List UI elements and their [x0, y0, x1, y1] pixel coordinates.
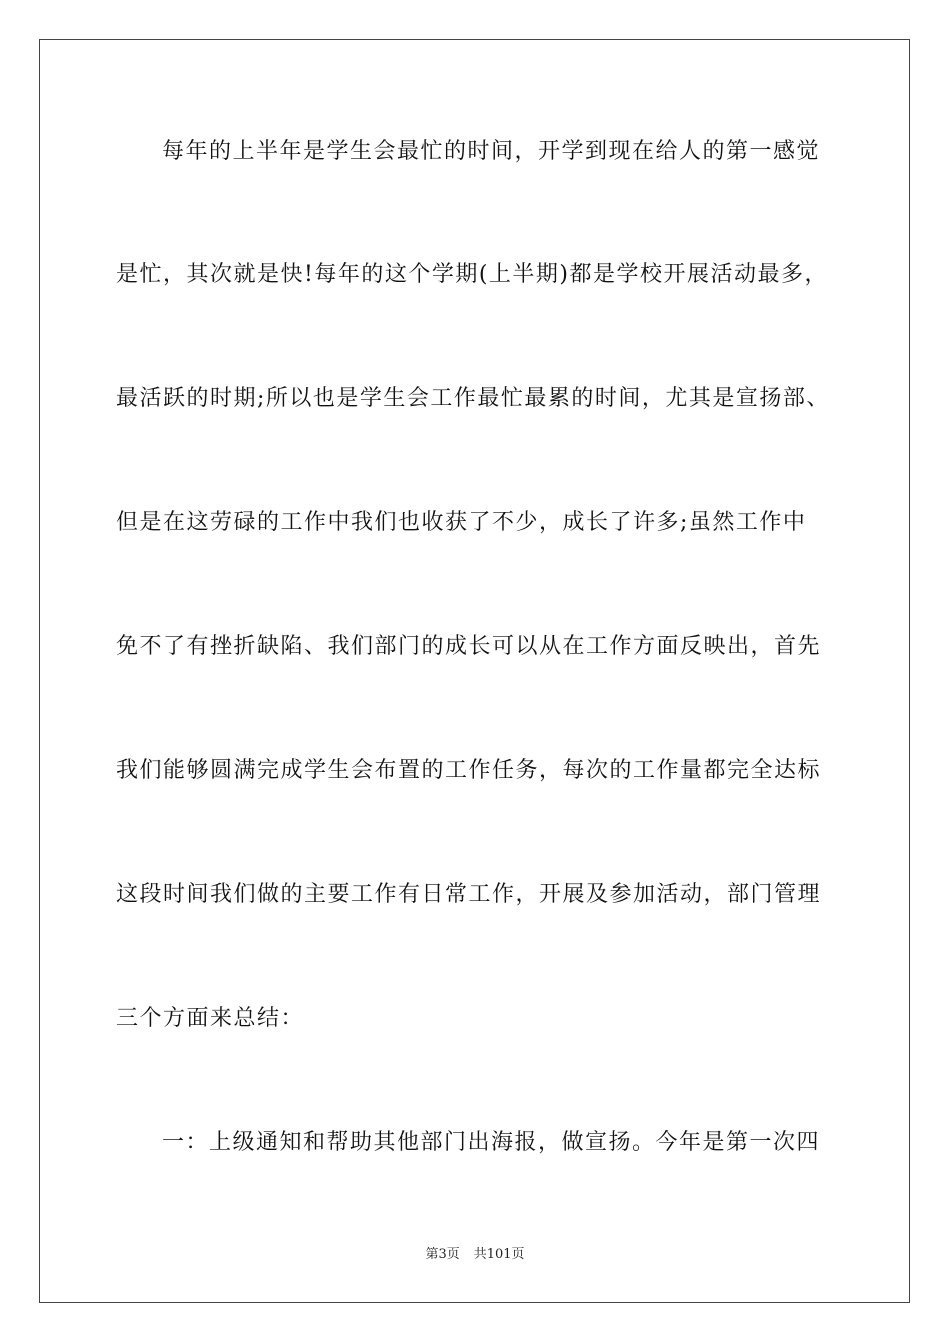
page-number: 第3页	[425, 1247, 460, 1262]
page-footer	[0, 1245, 950, 1265]
paragraph-line-4: 但是在这劳碌的工作中我们也收获了不少，成长了许多;虽然工作中	[116, 510, 807, 535]
page-total: 共101页	[473, 1247, 525, 1262]
paragraph-line-9: 一：上级通知和帮助其他部门出海报，做宣扬。今年是第一次四	[162, 1130, 821, 1155]
paragraph-line-5: 免不了有挫折缺陷、我们部门的成长可以从在工作方面反映出，首先	[116, 634, 822, 659]
paragraph-line-1: 每年的上半年是学生会最忙的时间，开学到现在给人的第一感觉	[162, 139, 821, 164]
paragraph-line-8: 三个方面来总结：	[116, 1006, 305, 1031]
paragraph-line-7: 这段时间我们做的主要工作有日常工作，开展及参加活动，部门管理	[116, 882, 822, 907]
paragraph-line-3: 最活跃的时期;所以也是学生会工作最忙最累的时间，尤其是宣扬部、	[116, 386, 830, 411]
paragraph-line-6: 我们能够圆满完成学生会布置的工作任务，每次的工作量都完全达标	[116, 758, 822, 783]
page-border	[39, 39, 910, 1303]
paragraph-line-2: 是忙，其次就是快!每年的这个学期(上半期)都是学校开展活动最多，	[116, 262, 829, 287]
